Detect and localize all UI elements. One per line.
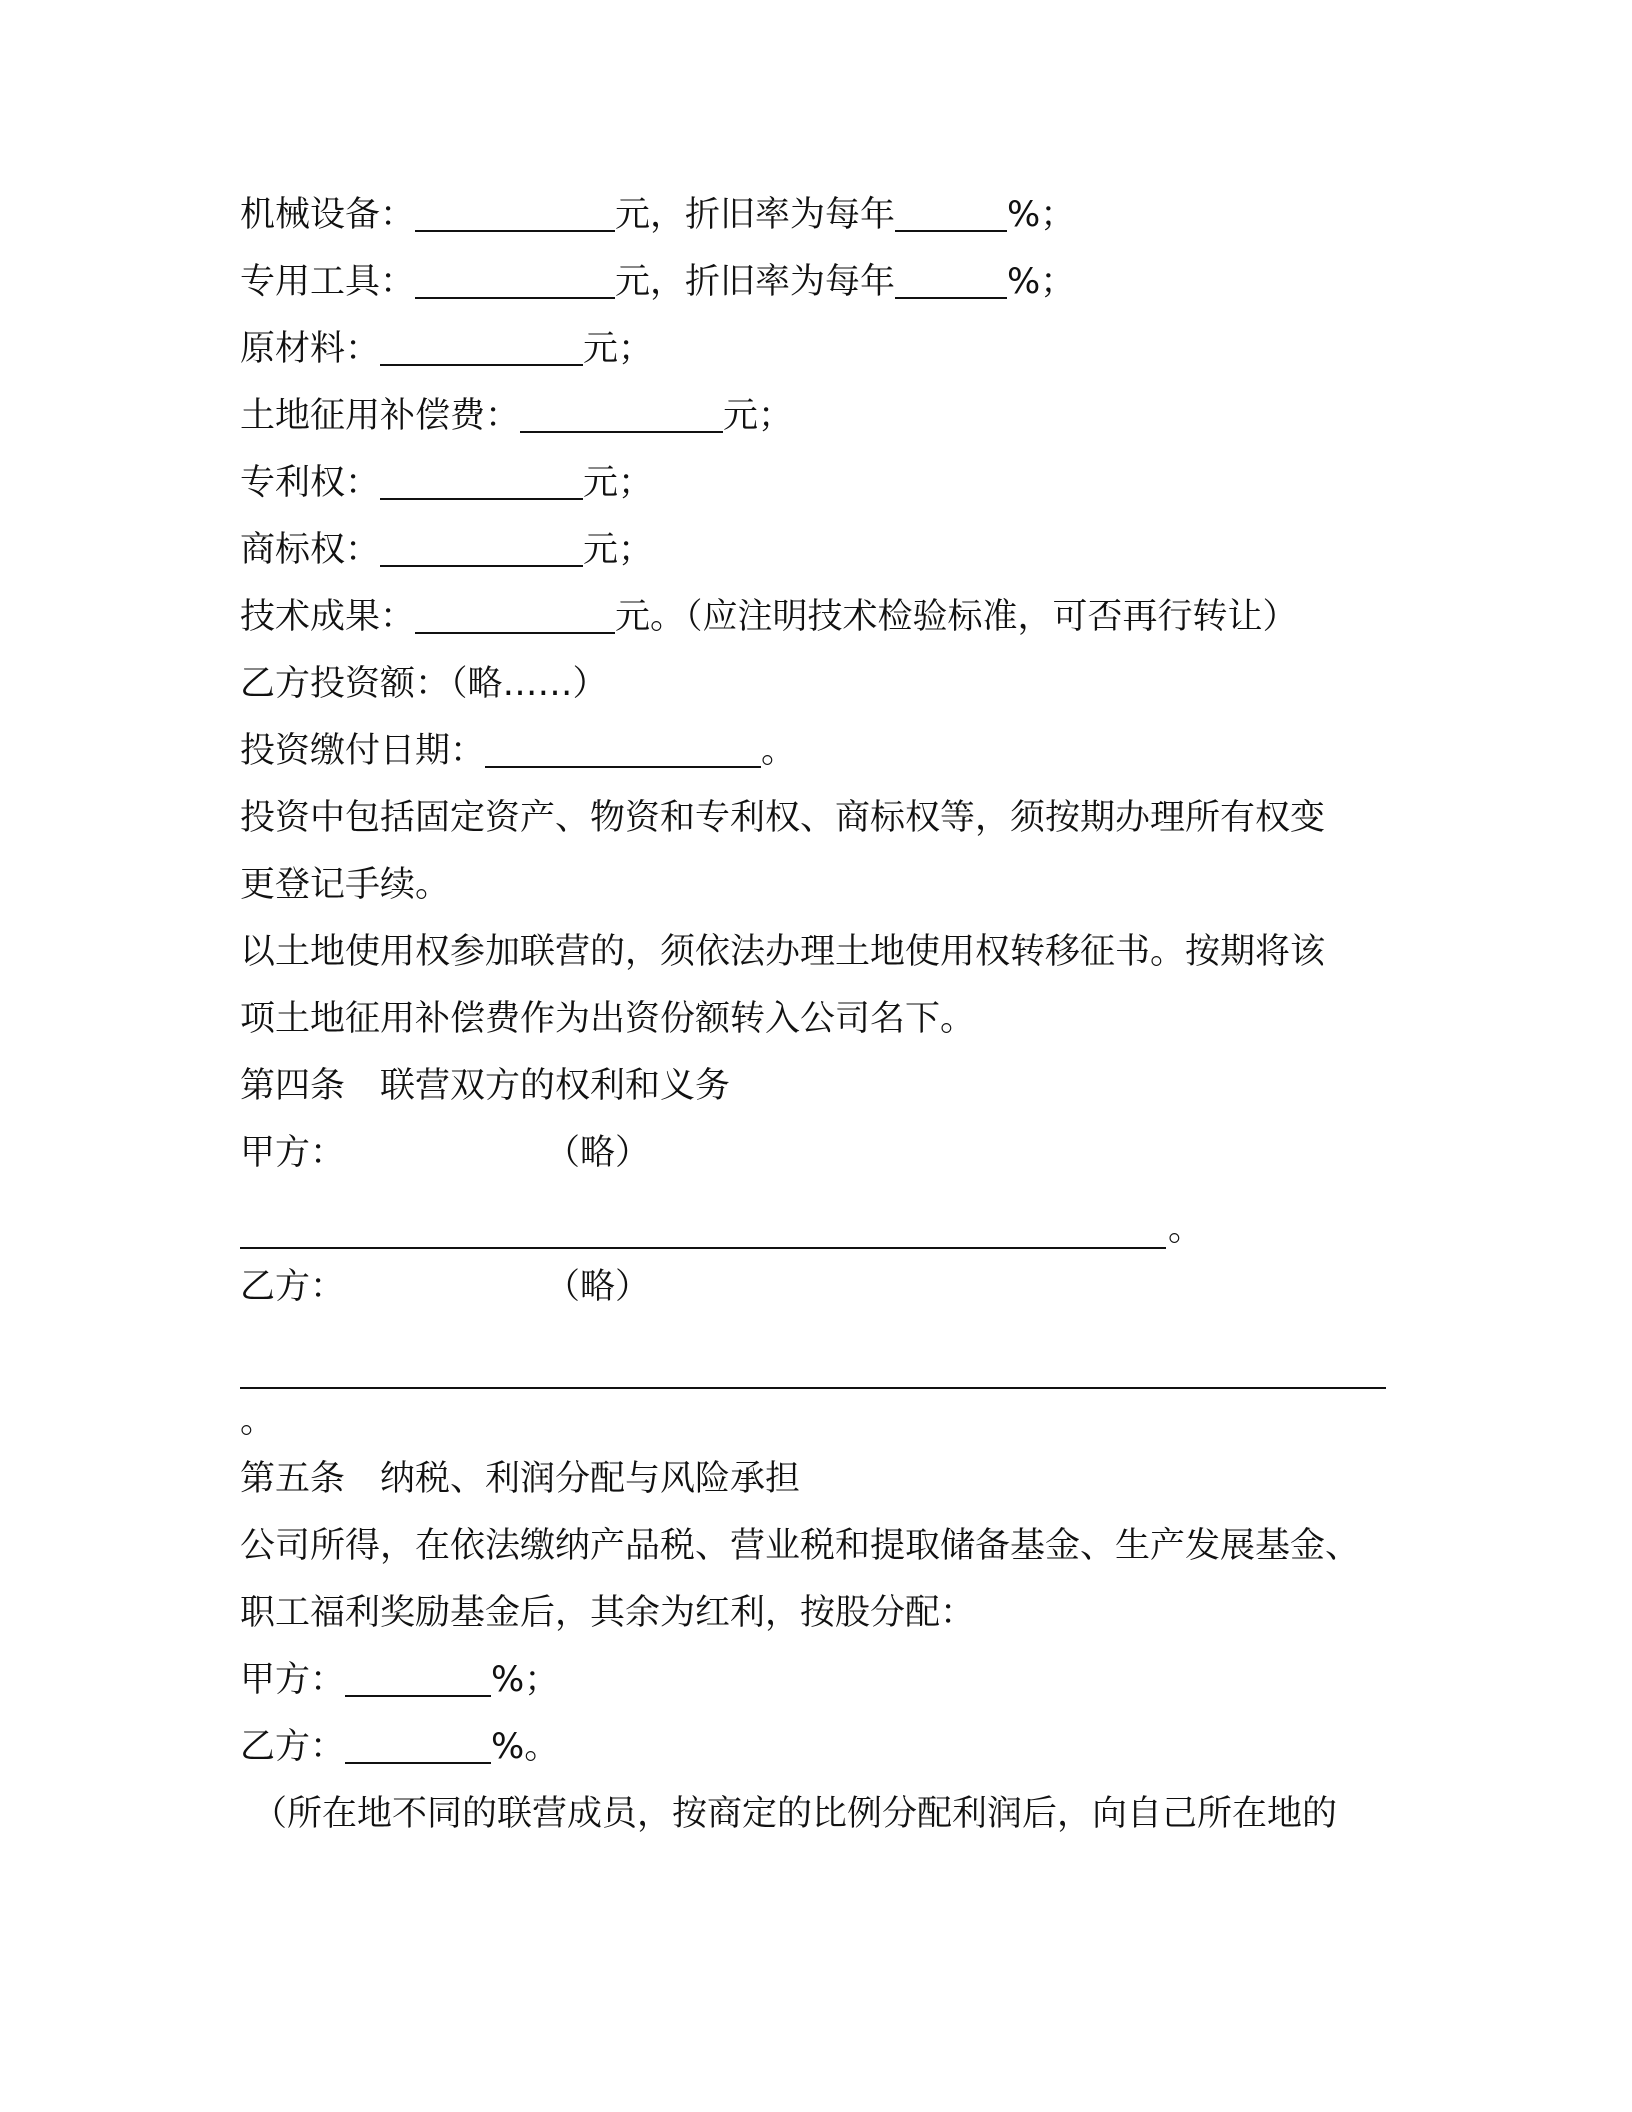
article-5-paragraph-line-2: 职工福利奖励基金后，其余为红利，按股分配： — [240, 1593, 976, 1633]
asset-patent-unit: 元； — [583, 463, 654, 503]
profit-party-a-line — [240, 1655, 559, 1705]
payment-date-label: 投资缴付日期： — [240, 731, 486, 771]
trademark-amount-blank[interactable] — [380, 525, 583, 567]
asset-materials-unit: 元； — [583, 329, 654, 369]
asset-machinery-label: 机械设备： — [240, 195, 416, 235]
profit-party-b-blank[interactable] — [345, 1722, 491, 1764]
article-5-title: 第五条 纳税、利润分配与风险承担 — [240, 1459, 801, 1499]
party-a-duties-blank[interactable] — [240, 1247, 1166, 1249]
profit-party-a-label: 甲方： — [240, 1660, 346, 1700]
land-amount-blank[interactable] — [520, 391, 723, 433]
asset-land-line — [240, 391, 793, 441]
land-paragraph-line-2: 项土地征用补偿费作为出资份额转入公司名下。 — [240, 999, 976, 1039]
article-5-note: （所在地不同的联营成员，按商定的比例分配利润后，向自己所在地的 — [252, 1794, 1338, 1834]
asset-patent-label: 专利权： — [240, 463, 381, 503]
profit-party-a-end: %； — [491, 1660, 560, 1700]
profit-party-b-label: 乙方： — [240, 1727, 346, 1767]
asset-materials-label: 原材料： — [240, 329, 381, 369]
article-4-party-b-omitted: （略） — [545, 1267, 651, 1307]
profit-party-b-end: %。 — [491, 1727, 560, 1767]
machinery-depreciation-blank[interactable] — [895, 190, 1007, 232]
asset-tools-unit: 元，折旧率为每年 — [615, 262, 896, 302]
party-b-duties-blank[interactable] — [240, 1387, 1386, 1389]
asset-tools-label: 专用工具： — [240, 262, 416, 302]
asset-technology-unit: 元。（应注明技术检验标准，可否再行转让） — [615, 597, 1298, 637]
article-4-party-a-line — [240, 1128, 650, 1178]
tools-depreciation-blank[interactable] — [895, 257, 1007, 299]
land-paragraph-line-1: 以土地使用权参加联营的，须依法办理土地使用权转移征书。按期将该 — [240, 932, 1326, 972]
payment-date-blank[interactable] — [485, 726, 761, 768]
ownership-paragraph-line-1: 投资中包括固定资产、物资和专利权、商标权等，须按期办理所有权变 — [240, 798, 1326, 838]
asset-technology-label: 技术成果： — [240, 597, 416, 637]
article-4-title: 第四条 联营双方的权利和义务 — [240, 1066, 731, 1106]
party-b-duties-period: 。 — [240, 1401, 276, 1441]
technology-amount-blank[interactable] — [415, 592, 615, 634]
party-b-investment: 乙方投资额：（略……） — [240, 664, 608, 704]
asset-machinery-unit2: %； — [1007, 195, 1076, 235]
asset-trademark-label: 商标权： — [240, 530, 381, 570]
article-4-party-b-line — [240, 1262, 650, 1312]
asset-land-label: 土地征用补偿费： — [240, 396, 521, 436]
asset-technology-line — [240, 592, 1298, 642]
asset-patent-line — [240, 458, 653, 508]
asset-tools-unit2: %； — [1007, 262, 1076, 302]
ownership-paragraph-line-2: 更登记手续。 — [240, 865, 451, 905]
payment-date-line — [240, 726, 796, 776]
asset-materials-line — [240, 324, 653, 374]
asset-machinery-unit: 元，折旧率为每年 — [615, 195, 896, 235]
profit-party-b-line — [240, 1722, 559, 1772]
article-4-party-a-omitted: （略） — [545, 1133, 651, 1173]
article-4-party-a-label: 甲方： — [240, 1133, 346, 1173]
payment-date-end: 。 — [761, 731, 797, 771]
asset-land-unit: 元； — [723, 396, 794, 436]
machinery-amount-blank[interactable] — [415, 190, 615, 232]
materials-amount-blank[interactable] — [380, 324, 583, 366]
article-4-party-b-label: 乙方： — [240, 1267, 346, 1307]
asset-trademark-line — [240, 525, 653, 575]
asset-machinery-line — [240, 190, 1075, 240]
asset-trademark-unit: 元； — [583, 530, 654, 570]
patent-amount-blank[interactable] — [380, 458, 583, 500]
asset-tools-line — [240, 257, 1075, 307]
party-a-duties-period: 。 — [1168, 1209, 1204, 1249]
article-5-paragraph-line-1: 公司所得，在依法缴纳产品税、营业税和提取储备基金、生产发展基金、 — [240, 1526, 1361, 1566]
profit-party-a-blank[interactable] — [345, 1655, 491, 1697]
tools-amount-blank[interactable] — [415, 257, 615, 299]
